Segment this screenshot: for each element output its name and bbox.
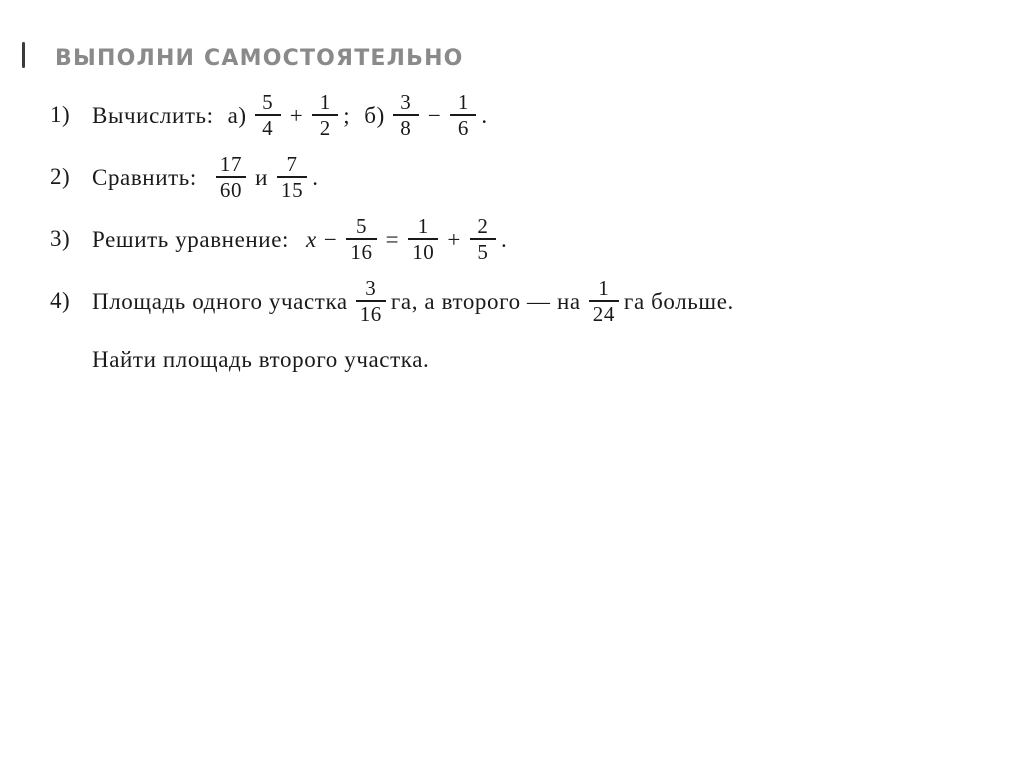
task-3-terminator: . xyxy=(500,227,508,253)
fraction-3-8 xyxy=(393,91,419,139)
fraction-numerator: 1 xyxy=(417,214,429,239)
fraction-1-24 xyxy=(589,277,619,325)
fraction-numerator: 2 xyxy=(477,214,489,239)
task-number-2: 2) xyxy=(50,164,71,190)
fraction-numerator: 1 xyxy=(319,90,331,114)
fraction-1-6 xyxy=(450,91,476,139)
variable-x: x xyxy=(306,227,317,253)
fraction-5-16 xyxy=(346,215,376,263)
operator-plus: + xyxy=(289,103,304,129)
task-number-3: 3) xyxy=(50,226,71,252)
fraction-numerator: 5 xyxy=(355,214,368,239)
task-number-1: 1) xyxy=(50,102,71,127)
task-1-label: Вычислить: xyxy=(92,103,214,129)
fraction-denominator: 8 xyxy=(400,116,412,141)
left-edge-mark xyxy=(22,42,25,68)
task-4-text-start: Площадь одного участка xyxy=(92,289,348,315)
task-1-part-a-label: а) xyxy=(227,103,247,129)
fraction-1-2 xyxy=(312,91,338,139)
task-4-text-mid: га, а второго — на xyxy=(390,289,581,315)
fraction-numerator: 17 xyxy=(219,152,243,177)
task-4-second-line: Найти площадь второго участка. xyxy=(92,347,430,373)
operator-plus: + xyxy=(447,227,461,253)
fraction-numerator: 7 xyxy=(286,152,298,177)
operator-equals: = xyxy=(385,227,400,253)
task-4-text-end: га больше. xyxy=(623,289,734,315)
fraction-5-4 xyxy=(255,91,281,139)
fraction-3-16 xyxy=(356,277,386,325)
task-2-terminator: . xyxy=(312,165,319,191)
fraction-denominator: 6 xyxy=(457,116,469,141)
task-body-2 xyxy=(92,154,1000,202)
fraction-denominator: 24 xyxy=(592,302,615,327)
task-body-4 xyxy=(92,278,1000,326)
task-number-4: 4) xyxy=(50,288,71,314)
task-item-4 xyxy=(50,278,1000,326)
conjunction-and: и xyxy=(255,165,268,191)
task-1-part-b-terminator: . xyxy=(481,103,488,129)
task-body-1 xyxy=(92,92,1000,140)
fraction-numerator: 3 xyxy=(365,276,377,301)
fraction-denominator: 15 xyxy=(280,178,304,203)
fraction-denominator: 2 xyxy=(319,116,331,141)
fraction-denominator: 16 xyxy=(359,302,382,327)
task-item-2 xyxy=(50,154,1000,202)
task-2-label: Сравнить: xyxy=(92,165,197,191)
fraction-numerator: 3 xyxy=(400,90,412,114)
task-list xyxy=(50,92,1000,380)
fraction-denominator: 5 xyxy=(477,240,489,265)
task-item-1 xyxy=(50,92,1000,140)
fraction-1-10 xyxy=(408,215,438,263)
task-body-3 xyxy=(92,216,1000,264)
fraction-numerator: 1 xyxy=(598,276,610,301)
fraction-denominator: 4 xyxy=(262,116,274,141)
fraction-17-60 xyxy=(216,153,246,201)
page-title: ВЫПОЛНИ САМОСТОЯТЕЛЬНО xyxy=(55,46,464,71)
fraction-7-15 xyxy=(277,153,307,201)
operator-minus: − xyxy=(427,103,442,129)
fraction-denominator: 60 xyxy=(219,178,243,203)
task-3-label: Решить уравнение: xyxy=(92,227,290,253)
fraction-denominator: 16 xyxy=(350,240,373,265)
operator-minus: − xyxy=(323,227,338,253)
fraction-numerator: 5 xyxy=(262,90,274,114)
task-1-part-a-terminator: ; xyxy=(343,103,351,129)
fraction-2-5 xyxy=(470,215,496,263)
fraction-denominator: 10 xyxy=(412,240,435,265)
task-item-3 xyxy=(50,216,1000,264)
fraction-numerator: 1 xyxy=(457,90,469,114)
task-1-part-b-label: б) xyxy=(364,103,385,129)
